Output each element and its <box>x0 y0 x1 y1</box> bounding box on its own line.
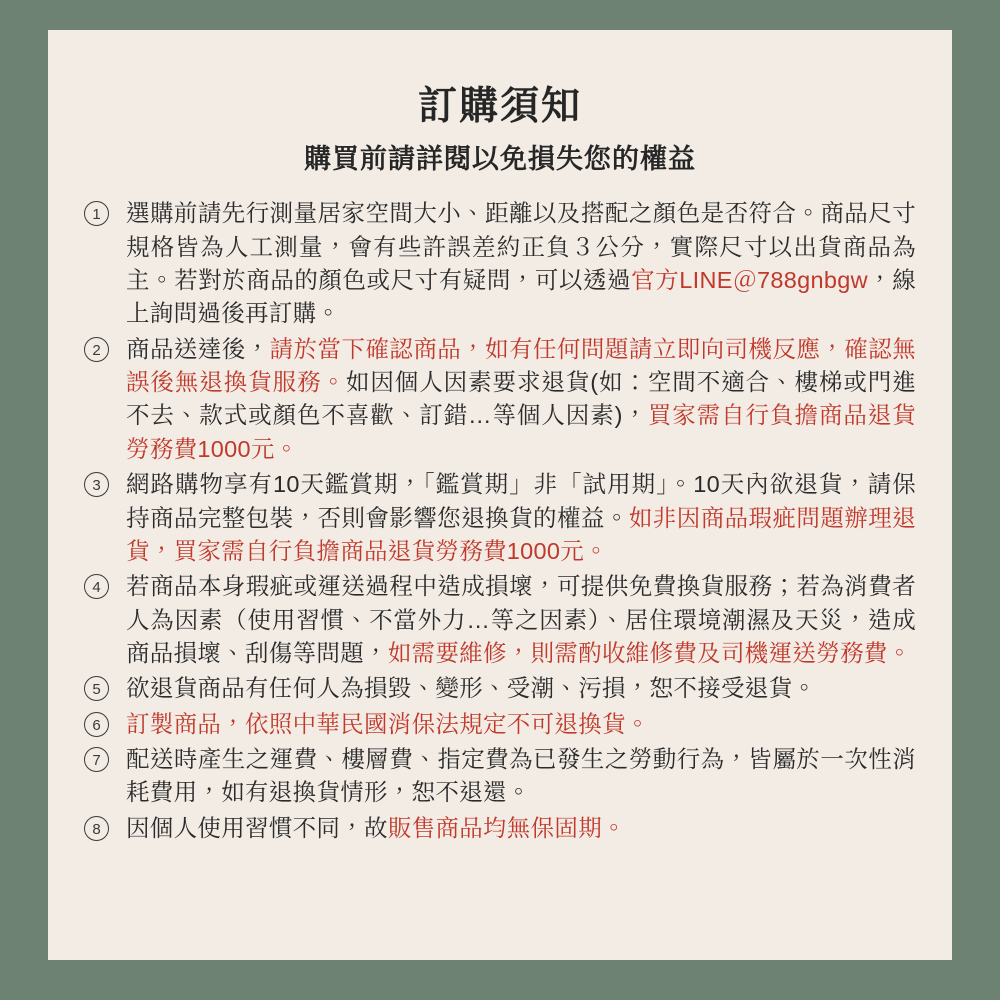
notice-item-text <box>126 197 916 330</box>
notice-card <box>48 30 952 960</box>
notice-item-text <box>126 333 916 466</box>
notice-item-number: 2 <box>84 337 109 362</box>
notice-item <box>84 570 916 670</box>
notice-text-segment: 買家需自行負擔商品退貨勞務費1000元。 <box>126 402 916 462</box>
notice-item-number: 1 <box>84 201 109 226</box>
notice-item-text <box>126 743 916 810</box>
notice-text-segment: 欲退貨商品有任何人為損毀、變形、受潮、污損，恕不接受退貨。 <box>126 675 817 702</box>
notice-item-number: 3 <box>84 472 109 497</box>
notice-text-segment: 如因個人因素要求退貨(如：空間不適合、樓梯或門進不去、款式或顏色不喜歡、訂錯…等個人因素)， <box>126 369 916 429</box>
notice-item <box>84 708 916 741</box>
notice-text-segment: 如非因商品瑕疵問題辦理退貨，買家需自行負擔商品退貨勞務費1000元。 <box>126 504 916 564</box>
notice-text-segment: 商品送達後， <box>126 335 270 362</box>
notice-text-segment: 因個人使用習慣不同，故 <box>126 814 388 841</box>
notice-item-text <box>126 570 916 670</box>
notice-item <box>84 743 916 810</box>
notice-item-number: 7 <box>84 747 109 772</box>
notice-text-segment: 如需要維修，則需酌收維修費及司機運送勞務費。 <box>387 639 912 666</box>
notice-text-segment: ，線上詢問過後再訂購。 <box>126 267 916 327</box>
notice-text-segment: 販售商品均無保固期。 <box>387 814 626 841</box>
notice-text-segment: 網路購物享有10天鑑賞期，「鑑賞期」非「試用期」。10天內欲退貨，請保持商品完整包裝，否則會影響您退換貨的權益。 <box>126 471 916 531</box>
notice-item-text <box>126 812 916 845</box>
notice-item <box>84 197 916 330</box>
notice-item <box>84 333 916 466</box>
notice-text-segment: 若商品本身瑕疵或運送過程中造成損壞，可提供免費換貨服務；若為消費者人為因素（使用習慣、不當外力…等之因素）、居住環境潮濕及天災，造成商品損壞、刮傷等問題， <box>126 573 916 666</box>
notice-text-segment: 選購前請先行測量居家空間大小、距離以及搭配之顏色是否符合。商品尺寸規格皆為人工測量，會有些許誤差約正負３公分，實際尺寸以出貨商品為主。若對於商品的顏色或尺寸有疑問，可以透過 <box>126 200 916 293</box>
page-title: 訂購須知 <box>417 85 582 128</box>
notice-item-text <box>126 468 916 568</box>
notice-item-text <box>126 708 916 741</box>
notice-item <box>84 672 916 705</box>
notice-text-segment: 配送時產生之運費、樓層費、指定費為已發生之勞動行為，皆屬於一次性消耗費用，如有退換貨情形，恕不退還。 <box>126 746 916 806</box>
notice-item-number: 4 <box>84 574 109 599</box>
page-subtitle: 購買前請詳閱以免損失您的權益 <box>304 143 696 174</box>
notice-text-segment: 訂製商品，依照中華民國消保法規定不可退換貨。 <box>126 710 650 737</box>
notice-item-number: 5 <box>84 676 109 701</box>
notice-item-number: 8 <box>84 816 109 841</box>
notice-text-segment: 請於當下確認商品，如有任何問題請立即向司機反應，確認無誤後無退換貨服務。 <box>126 335 916 396</box>
notice-item-text <box>126 672 916 705</box>
notice-item <box>84 468 916 568</box>
notice-item-number: 6 <box>84 712 109 737</box>
notice-list <box>84 197 916 845</box>
notice-item <box>84 812 916 845</box>
notice-text-segment: 官方LINE＠788gnbgw <box>631 267 868 293</box>
